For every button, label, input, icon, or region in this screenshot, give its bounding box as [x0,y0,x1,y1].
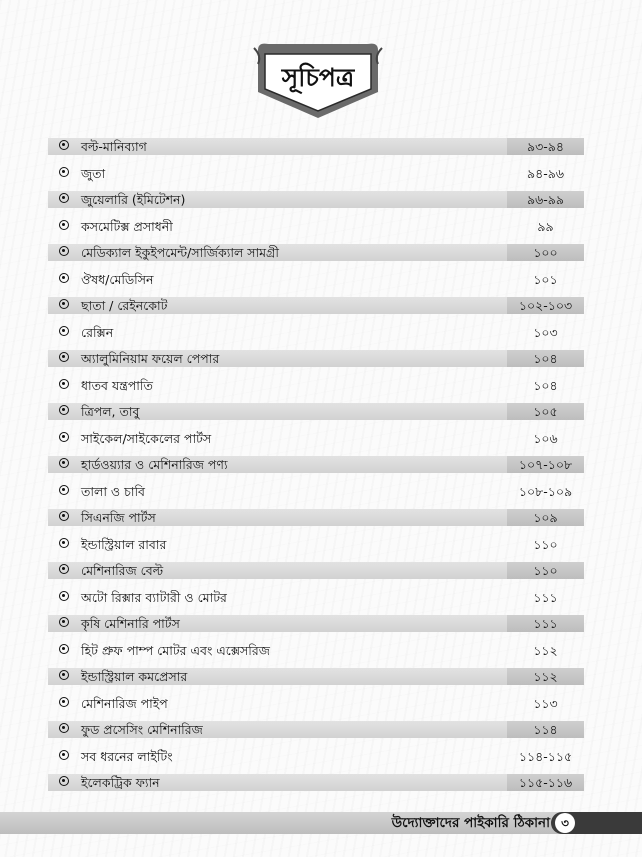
toc-item-label: বল্ট-মানিব্যাগ [81,139,147,154]
radio-bullet-icon [59,193,69,203]
radio-bullet-icon [59,352,69,362]
toc-item-page: ১০৩ [533,324,558,340]
toc-row [48,611,584,638]
toc-row [48,664,584,691]
toc-row [48,134,584,161]
radio-bullet-icon [59,405,69,415]
radio-bullet-icon [59,697,69,707]
toc-row [48,399,584,426]
radio-bullet-icon [59,246,69,256]
toc-item-page: ১০০ [533,245,558,260]
toc-item-label: মেশিনারিজ বেল্ট [81,563,164,578]
toc-item-page: ১১৫-১১৬ [518,775,573,790]
toc-row [48,532,584,559]
toc-row [48,717,584,744]
toc-item-page: ১১৪-১১৫ [518,748,573,764]
footer-page-number: ৩ [555,813,575,833]
toc-item-label: ঔষধ/মেডিসিন [81,271,154,287]
toc-row [48,744,584,771]
toc-item-page: ১০৯ [533,510,558,525]
toc-row [48,691,584,718]
toc-row [48,638,584,665]
toc-item-page: ৯৩-৯৪ [527,139,564,154]
radio-bullet-icon [59,379,69,389]
toc-row [48,187,584,214]
radio-bullet-icon [59,776,69,786]
radio-bullet-icon [59,485,69,495]
toc-item-page: ৯৬-৯৯ [527,192,564,207]
footer-publication-title: উদ্যোক্তাদের পাইকারি ঠিকানা [391,815,550,831]
toc-item-page: ১১২ [533,642,558,658]
toc-item-label: হার্ডওয়্যার ও মেশিনারিজ পণ্য [81,457,228,472]
radio-bullet-icon [59,750,69,760]
toc-item-label: ফুড প্রসেসিং মেশিনারিজ [81,722,203,737]
radio-bullet-icon [59,644,69,654]
toc-item-page: ১০১ [533,271,558,287]
toc-item-page: ১১০ [533,536,558,552]
radio-bullet-icon [59,140,69,150]
toc-row [48,585,584,612]
toc-item-page: ১১৩ [533,695,558,711]
toc-item-label: জুয়েলারি (ইমিটেশন) [81,192,186,207]
toc-row [48,426,584,453]
radio-bullet-icon [59,538,69,548]
toc-item-label: ধাতব যন্ত্রপাতি [81,377,153,393]
radio-bullet-icon [59,458,69,468]
toc-row [48,558,584,585]
toc-item-label: তালা ও চাবি [81,483,145,499]
toc-row [48,770,584,797]
toc-item-label: ইন্ডাস্ট্রিয়াল রাবার [81,536,167,552]
toc-item-label: ইন্ডাস্ট্রিয়াল কমপ্রেসার [81,669,188,684]
toc-item-page: ১১১ [533,616,558,631]
radio-bullet-icon [59,617,69,627]
toc-item-label: হিট প্রুফ পাম্প মোটর এবং এক্সেসরিজ [81,642,270,658]
toc-item-page: ৯৪-৯৬ [527,165,564,181]
toc-item-page: ১১১ [533,589,558,605]
radio-bullet-icon [59,167,69,177]
toc-item-page: ৯৯ [537,218,554,234]
toc-item-page: ১০৫ [533,404,558,419]
toc-row [48,240,584,267]
toc-item-label: সিএনজি পার্টস [81,510,156,525]
toc-row [48,267,584,294]
row-background [48,324,584,341]
radio-bullet-icon [59,591,69,601]
toc-item-label: সাইকেল/সাইকেলের পার্টস [81,430,212,446]
radio-bullet-icon [59,273,69,283]
toc-item-label: কসমেটিক্স প্রসাধনী [81,218,173,234]
toc-row [48,293,584,320]
table-of-contents [48,134,584,797]
toc-item-page: ১০৪ [533,377,558,393]
toc-row [48,373,584,400]
toc-item-page: ১০৭-১০৮ [518,457,573,472]
toc-item-page: ১১৪ [533,722,558,737]
toc-row [48,346,584,373]
toc-row [48,452,584,479]
toc-row [48,479,584,506]
toc-row [48,214,584,241]
toc-item-label: অ্যালুমিনিয়াম ফয়েল পেপার [81,351,220,366]
toc-item-label: কৃষি মেশিনারি পার্টস [81,616,180,631]
toc-item-page: ১০৪ [533,351,558,366]
toc-item-label: ত্রিপল, তাবু [81,404,140,419]
radio-bullet-icon [59,432,69,442]
toc-item-label: রেক্সিন [81,324,114,340]
row-background [48,165,584,182]
radio-bullet-icon [59,511,69,521]
toc-row [48,505,584,532]
page-title: সূচিপত্র [281,63,355,92]
radio-bullet-icon [59,723,69,733]
toc-item-label: মেশিনারিজ পাইপ [81,695,168,711]
radio-bullet-icon [59,220,69,230]
toc-row [48,161,584,188]
toc-row [48,320,584,347]
toc-item-page: ১০৮-১০৯ [518,483,573,499]
toc-item-label: ইলেকট্রিক ফ্যান [81,775,160,790]
radio-bullet-icon [59,564,69,574]
toc-item-label: সব ধরনের লাইটিং [81,748,173,764]
radio-bullet-icon [59,299,69,309]
radio-bullet-icon [59,326,69,336]
toc-item-label: মেডিক্যাল ইকুইপমেন্ট/সার্জিক্যাল সামগ্রী [81,245,280,260]
toc-item-page: ১০৬ [533,430,558,446]
toc-item-page: ১১০ [533,563,558,578]
toc-item-label: অটো রিক্সার ব্যাটারী ও মোটর [81,589,227,605]
title-banner [252,42,384,122]
toc-item-page: ১০২-১০৩ [518,298,573,313]
radio-bullet-icon [59,670,69,680]
toc-item-label: ছাতা / রেইনকোট [81,298,168,313]
toc-item-page: ১১২ [533,669,558,684]
toc-item-label: জুতা [81,165,106,181]
